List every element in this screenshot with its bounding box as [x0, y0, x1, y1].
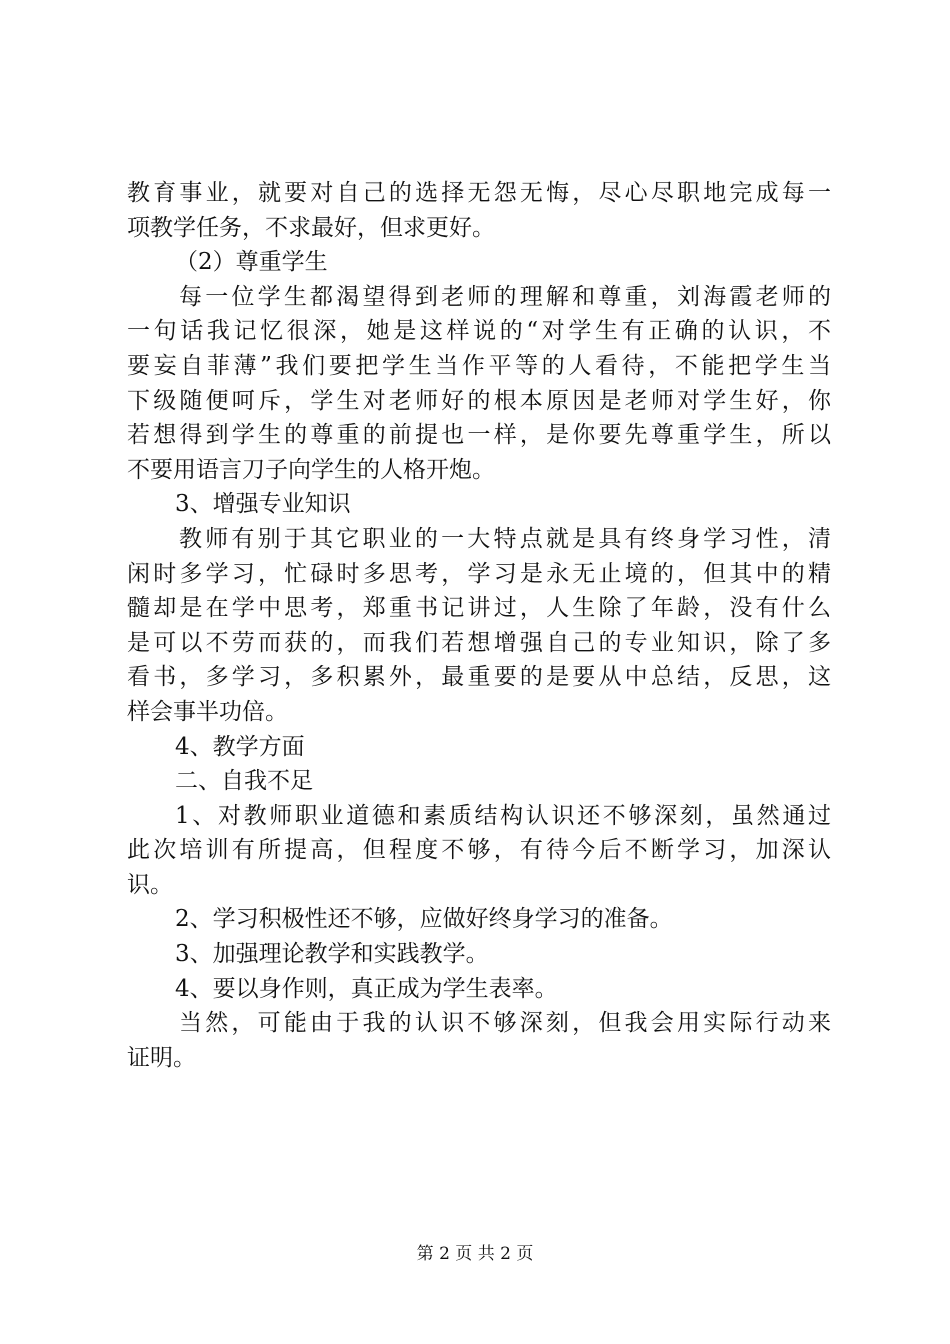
- paragraph-line: 教育事业，就要对自己的选择无怨无悔，尽心尽职地完成每一: [127, 180, 831, 206]
- paragraph-line: 项教学任务，不求最好，但求更好。: [127, 214, 495, 241]
- list-item-line: 4、要以身作则，真正成为学生表率。: [175, 975, 558, 1002]
- paragraph-line: 下级随便呵斥，学生对老师好的根本原因是老师对学生好，你: [127, 387, 831, 414]
- page-number-footer: 第 2 页 共 2 页: [416, 1244, 534, 1264]
- paragraph-line: 是可以不劳而获的，而我们若想增强自己的专业知识，除了多: [127, 629, 831, 656]
- list-item-line: 2、学习积极性还不够，应做好终身学习的准备。: [175, 906, 673, 933]
- section-heading: 4、教学方面: [175, 733, 305, 760]
- document-body: [127, 176, 831, 1075]
- list-item-line: 1、对教师职业道德和素质结构认识还不够深刻，虽然通过: [175, 802, 831, 829]
- paragraph-line: 不要用语言刀子向学生的人格开炮。: [127, 456, 495, 483]
- list-item-line: 此次培训有所提高，但程度不够，有待今后不断学习，加深认: [127, 837, 831, 864]
- section-heading: （2）尊重学生: [175, 249, 328, 276]
- paragraph-line: 当然，可能由于我的认识不够深刻，但我会用实际行动来: [179, 1010, 831, 1037]
- list-item-line: 3、加强理论教学和实践教学。: [175, 941, 489, 968]
- paragraph-line: 髓却是在学中思考，郑重书记讲过，人生除了年龄，没有什么: [127, 595, 831, 622]
- paragraph-line: 样会事半功倍。: [127, 698, 288, 725]
- section-heading: 3、增强专业知识: [175, 491, 351, 518]
- paragraph-line: 闲时多学习，忙碌时多思考，学习是永无止境的，但其中的精: [127, 560, 831, 587]
- paragraph-line: 教师有别于其它职业的一大特点就是具有终身学习性，清: [179, 525, 831, 552]
- paragraph-line: 若想得到学生的尊重的前提也一样，是你要先尊重学生，所以: [127, 422, 831, 449]
- list-item-line: 识。: [127, 871, 173, 898]
- paragraph-line: 证明。: [127, 1044, 196, 1071]
- paragraph-line: 看书，多学习，多积累外，最重要的是要从中总结，反思，这: [127, 664, 831, 691]
- paragraph-line: 要妄自菲薄”我们要把学生当作平等的人看待，不能把学生当: [127, 352, 831, 379]
- paragraph-line: 每一位学生都渴望得到老师的理解和尊重，刘海霞老师的: [179, 283, 831, 310]
- paragraph-line: 一句话我记忆很深，她是这样说的“对学生有正确的认识，不: [127, 318, 831, 345]
- section-heading: 二、自我不足: [175, 768, 313, 795]
